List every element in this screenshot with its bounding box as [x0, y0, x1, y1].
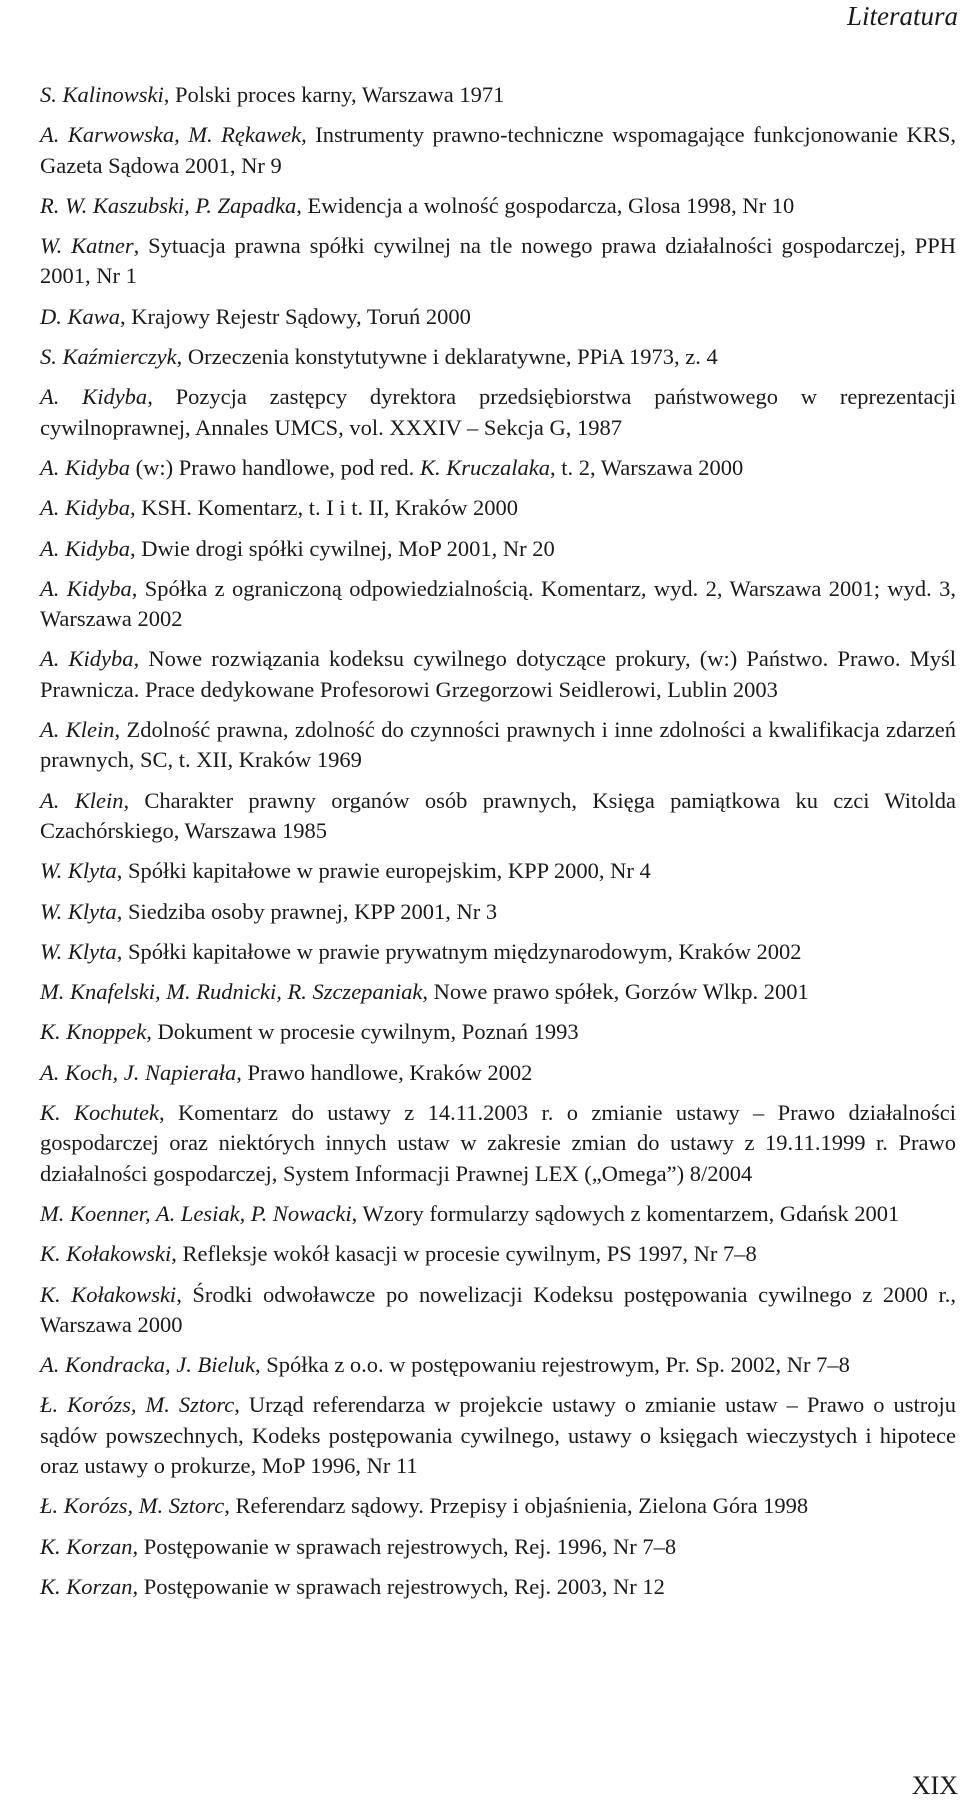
- bibliography-entry: [40, 80, 956, 110]
- entry-authors: W. Klyta: [40, 938, 117, 964]
- entry-text: , Polski proces karny, Warszawa 1971: [163, 82, 505, 107]
- entry-authors: A. Koch, J. Napierała: [40, 1059, 237, 1085]
- entry-authors: W. Katner: [40, 233, 134, 259]
- entry-authors: M. Knafelski, M. Rudnicki, R. Szczepaniak: [40, 979, 423, 1005]
- entry-authors: M. Koenner, A. Lesiak, P. Nowacki: [40, 1200, 352, 1226]
- bibliography-entry: [40, 1058, 956, 1088]
- bibliography-entry: [40, 977, 956, 1007]
- entry-authors: R. W. Kaszubski, P. Zapadka: [40, 192, 297, 218]
- entry-text: , Spółka z ograniczoną odpowiedzialnością. Komentarz, wyd. 2, Warszawa 2001; wyd. 3, Warszawa 2002: [40, 575, 957, 632]
- entry-authors: K. Kochutek: [40, 1100, 159, 1126]
- entry-text: , Refleksje wokół kasacji w procesie cywilnym, PS 1997, Nr 7–8: [171, 1241, 757, 1267]
- bibliography-entry: [40, 191, 956, 221]
- entry-authors: A. Kidyba,: [40, 646, 140, 672]
- entry-text: , Zdolność prawna, zdolność do czynności prawnych i inne zdolności a kwalifikacja zdarzeń prawnych, SC, t. XII, Kraków 1969: [40, 717, 956, 773]
- entry-text: , Nowe prawo spółek, Gorzów Wlkp. 2001: [422, 979, 809, 1005]
- entry-authors: K. Kołakowski: [40, 1281, 177, 1307]
- entry-authors: A. Klein: [40, 787, 124, 813]
- entry-text: , Dokument w procesie cywilnym, Poznań 1993: [146, 1019, 579, 1045]
- entry-authors: A. Kidyba: [40, 454, 130, 480]
- bibliography-entry: [40, 342, 956, 372]
- bibliography-entry: [40, 856, 956, 886]
- bibliography-entry: [40, 786, 956, 847]
- entry-text: , Postępowanie w sprawach rejestrowych, Rej. 1996, Nr 7–8: [132, 1533, 677, 1559]
- entry-authors: A. Kidyba: [40, 535, 130, 561]
- entry-editor: K. Kruczalaka: [419, 454, 550, 480]
- bibliography-entry: [40, 493, 956, 523]
- entry-text: , Wzory formularzy sądowych z komentarzem, Gdańsk 2001: [351, 1200, 900, 1226]
- entry-authors: K. Knoppek: [40, 1019, 147, 1045]
- entry-text: , Siedziba osoby prawnej, KPP 2001, Nr 3: [116, 898, 498, 924]
- entry-authors: A. Kidyba: [40, 384, 148, 410]
- entry-authors: A. Karwowska, M. Rękawek: [40, 122, 302, 148]
- entry-text-continued: , t. 2, Warszawa 2000: [549, 454, 744, 480]
- entry-text: , Spółka z o.o. w postępowaniu rejestrowym, Pr. Sp. 2002, Nr 7–8: [254, 1352, 850, 1378]
- bibliography-entry: [40, 120, 956, 181]
- entry-authors: S. Kaźmierczyk: [40, 344, 177, 370]
- entry-text: Nowe rozwiązania kodeksu cywilnego dotyczące prokury, (w:) Państwo. Prawo. Myśl Prawnicza. Prace dedykowane Profesorowi Grzegorzowi Seidlerowi, Lublin 2003: [40, 646, 956, 702]
- bibliography-entry: [40, 1491, 956, 1521]
- entry-text: , Orzeczenia konstytutywne i deklaratywne, PPiA 1973, z. 4: [176, 344, 718, 370]
- bibliography-entry: [40, 1350, 956, 1380]
- bibliography-entry: [40, 715, 956, 776]
- entry-authors: D. Kawa: [40, 303, 121, 329]
- bibliography-entry: [40, 382, 956, 443]
- entry-authors: A. Kidyba: [40, 575, 132, 601]
- running-header: Literatura: [846, 1, 958, 31]
- bibliography-entry: [40, 644, 956, 705]
- entry-text: (w:) Prawo handlowe, pod red.: [130, 454, 420, 480]
- entry-authors: Ł. Korózs, M. Sztorc: [40, 1493, 225, 1519]
- entry-text: , Pozycja zastępcy dyrektora przedsiębiorstwa państwowego w reprezentacji cywilnoprawnej, Annales UMCS, vol. XXXIV – Sekcja G, 1987: [40, 384, 956, 440]
- entry-text: , Komentarz do ustawy z 14.11.2003 r. o zmianie ustawy – Prawo działalności gospodarczej oraz niektórych innych ustaw w zakresie zmian do ustawy z 19.11.1999 r. Prawo działalności gospodarczej, System Informacji Prawnej LEX („Omega”) 8/2004: [40, 1100, 956, 1186]
- entry-authors: S. Kalinowski: [40, 82, 164, 107]
- entry-authors: A. Kidyba: [40, 495, 130, 521]
- bibliography-list: [40, 80, 956, 1612]
- bibliography-entry: [40, 574, 956, 635]
- bibliography-entry: [40, 1239, 956, 1269]
- bibliography-entry: [40, 1532, 956, 1562]
- entry-text: , Instrumenty prawno-techniczne wspomagające funkcjonowanie KRS, Gazeta Sądowa 2001, Nr 9: [40, 122, 956, 178]
- entry-authors: K. Korzan: [40, 1573, 133, 1599]
- entry-text: , Urząd referendarza w projekcie ustawy o zmianie ustaw – Prawo o ustroju sądów powszechnych, Kodeks postępowania cywilnego, ustawy o księgach wieczystych i hipotece oraz ustawy o prokurze, MoP 1996, Nr 11: [40, 1392, 956, 1478]
- page-number: XIX: [911, 1771, 958, 1800]
- entry-text: , Ewidencja a wolność gospodarcza, Glosa 1998, Nr 10: [296, 192, 795, 218]
- bibliography-entry: [40, 897, 956, 927]
- entry-authors: W. Klyta: [40, 858, 117, 884]
- entry-authors: Ł. Korózs, M. Sztorc: [40, 1392, 235, 1418]
- entry-text: , Postępowanie w sprawach rejestrowych, Rej. 2003, Nr 12: [132, 1573, 665, 1599]
- bibliography-entry: [40, 1199, 956, 1229]
- entry-text: , Spółki kapitałowe w prawie prywatnym międzynarodowym, Kraków 2002: [116, 938, 802, 964]
- entry-authors: K. Korzan: [40, 1533, 133, 1559]
- bibliography-entry: [40, 1390, 956, 1481]
- bibliography-entry: [40, 302, 956, 332]
- bibliography-entry: [40, 937, 956, 967]
- bibliography-entry: [40, 231, 956, 292]
- entry-text: , KSH. Komentarz, t. I i t. II, Kraków 2000: [130, 495, 519, 521]
- bibliography-entry: [40, 1017, 956, 1047]
- entry-text: , Dwie drogi spółki cywilnej, MoP 2001, Nr 20: [130, 535, 555, 561]
- bibliography-entry: [40, 1280, 956, 1341]
- entry-text: , Charakter prawny organów osób prawnych, Księga pamiątkowa ku czci Witolda Czachórskiego, Warszawa 1985: [40, 787, 957, 843]
- entry-authors: A. Kondracka, J. Bieluk: [40, 1352, 255, 1378]
- bibliography-entry: [40, 534, 956, 564]
- entry-text: , Referendarz sądowy. Przepisy i objaśnienia, Zielona Góra 1998: [224, 1493, 809, 1519]
- entry-text: , Sytuacja prawna spółki cywilnej na tle nowego prawa działalności gospodarczej, PPH 2001, Nr 1: [40, 233, 956, 289]
- entry-text: , Prawo handlowe, Kraków 2002: [236, 1059, 533, 1085]
- entry-text: , Środki odwoławcze po nowelizacji Kodeksu postępowania cywilnego z 2000 r., Warszawa 2000: [40, 1281, 956, 1337]
- bibliography-entry: [40, 453, 956, 483]
- bibliography-entry: [40, 1098, 956, 1189]
- entry-authors: W. Klyta: [40, 898, 117, 924]
- entry-text: , Spółki kapitałowe w prawie europejskim, KPP 2000, Nr 4: [116, 858, 651, 884]
- bibliography-entry: [40, 1572, 956, 1602]
- entry-authors: K. Kołakowski: [40, 1241, 172, 1267]
- entry-text: , Krajowy Rejestr Sądowy, Toruń 2000: [120, 303, 471, 329]
- entry-authors: A. Klein: [40, 717, 115, 743]
